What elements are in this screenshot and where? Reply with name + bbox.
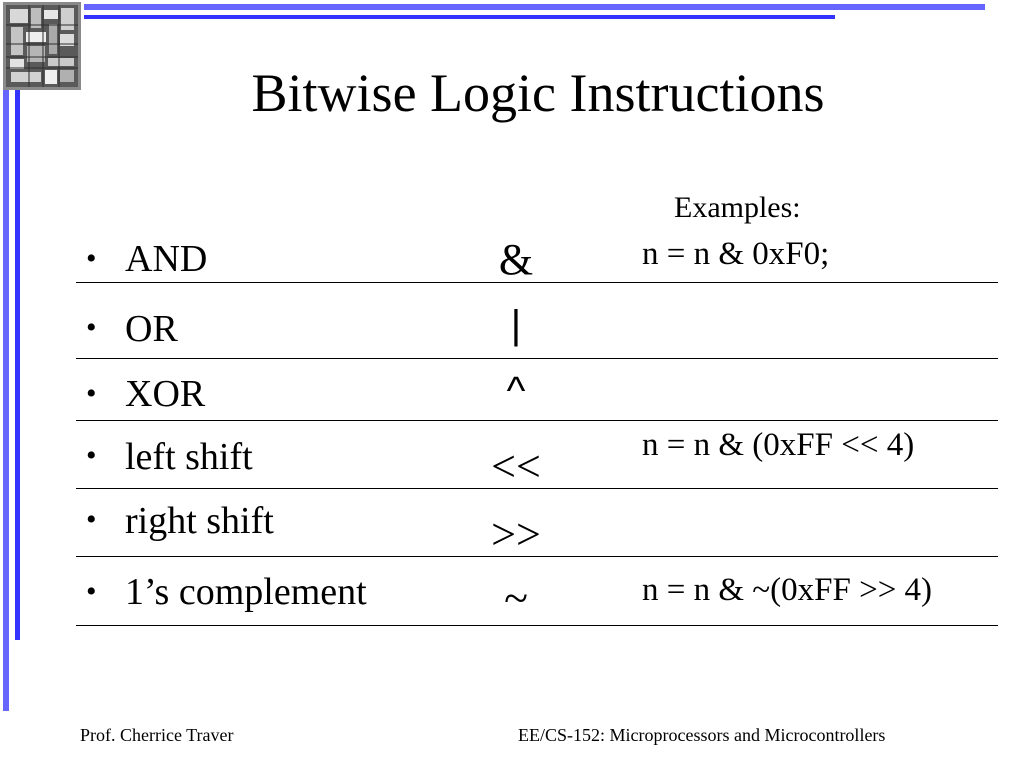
operator-table (76, 234, 998, 626)
row-operator: ~ (504, 574, 528, 623)
slide-title: Bitwise Logic Instructions (251, 63, 825, 123)
table-row-xor (76, 359, 998, 421)
row-label: left shift (125, 436, 253, 478)
table-row-left-shift (76, 421, 998, 489)
row-label: right shift (125, 500, 274, 542)
footer-course: EE/CS-152: Microprocessors and Microcontrollers (518, 725, 886, 745)
row-operator: | (510, 303, 522, 347)
row-example: n = n & (0xFF << 4) (642, 427, 915, 463)
frame-top-inner-bar (84, 15, 835, 19)
footer-author: Prof. Cherrice Traver (80, 725, 234, 745)
table-row-or (76, 283, 998, 359)
table-row-right-shift (76, 489, 998, 557)
bullet: • (86, 503, 97, 536)
row-label: OR (125, 308, 178, 350)
row-operator: ^ (506, 369, 526, 413)
examples-header: Examples: (674, 191, 801, 224)
row-label: XOR (125, 373, 206, 415)
bullet: • (86, 575, 97, 608)
frame-top-outer-bar (84, 4, 985, 10)
row-example: n = n & ~(0xFF >> 4) (642, 572, 933, 608)
row-label: AND (125, 238, 208, 280)
bullet: • (86, 311, 97, 344)
table-row-complement (76, 557, 998, 626)
bullet: • (86, 377, 97, 410)
table-row-and (76, 234, 998, 283)
bullet: • (86, 439, 97, 472)
row-operator: & (498, 235, 534, 284)
row-label: 1’s complement (125, 571, 367, 613)
row-example: n = n & 0xF0; (642, 236, 830, 272)
row-operator: << (491, 442, 541, 491)
row-operator: >> (491, 510, 541, 559)
bullet: • (86, 242, 97, 275)
